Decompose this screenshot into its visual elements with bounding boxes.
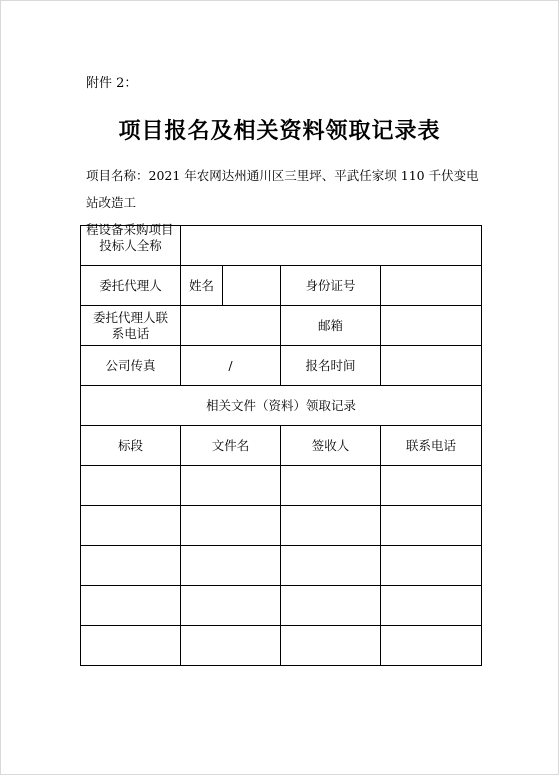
column-header-section: 标段 bbox=[81, 426, 181, 466]
table-cell-recipient[interactable] bbox=[281, 546, 381, 586]
email-field[interactable] bbox=[381, 306, 482, 346]
column-header-recipient: 签收人 bbox=[281, 426, 381, 466]
agent-phone-label-text: 委托代理人联系电话 bbox=[92, 309, 168, 341]
email-label: 邮箱 bbox=[281, 306, 381, 346]
project-name-line-2: 程设备采购项目 bbox=[86, 222, 174, 237]
table-cell-file-name[interactable] bbox=[181, 506, 281, 546]
table-cell-section[interactable] bbox=[81, 586, 181, 626]
registration-time-label: 报名时间 bbox=[281, 346, 381, 386]
section-heading: 相关文件（资料）领取记录 bbox=[81, 386, 482, 426]
column-header-file-name: 文件名 bbox=[181, 426, 281, 466]
table-cell-file-name[interactable] bbox=[181, 586, 281, 626]
agent-phone-row bbox=[81, 306, 482, 346]
id-number-field[interactable] bbox=[381, 266, 482, 306]
table-row bbox=[81, 466, 482, 506]
table-cell-section[interactable] bbox=[81, 506, 181, 546]
table-row bbox=[81, 506, 482, 546]
fax-label: 公司传真 bbox=[81, 346, 181, 386]
table-cell-file-name[interactable] bbox=[181, 626, 281, 666]
table-cell-recipient[interactable] bbox=[281, 506, 381, 546]
attachment-label: 附件 2： bbox=[86, 76, 138, 91]
fax-field[interactable]: / bbox=[181, 346, 281, 386]
table-cell-recipient[interactable] bbox=[281, 626, 381, 666]
project-name-line-1: 项目名称：2021 年农网达州通川区三里坪、平武任家坝 110 千伏变电站改造工 bbox=[86, 168, 479, 210]
table-cell-contact-phone[interactable] bbox=[381, 546, 482, 586]
id-number-label: 身份证号 bbox=[281, 266, 381, 306]
agent-label: 委托代理人 bbox=[81, 266, 181, 306]
agent-phone-field[interactable] bbox=[181, 306, 281, 346]
agent-row bbox=[81, 266, 482, 306]
bidder-row bbox=[81, 226, 482, 266]
table-cell-file-name[interactable] bbox=[181, 546, 281, 586]
table-cell-contact-phone[interactable] bbox=[381, 466, 482, 506]
table-cell-section[interactable] bbox=[81, 626, 181, 666]
agent-name-field[interactable] bbox=[223, 266, 281, 306]
table-cell-contact-phone[interactable] bbox=[381, 506, 482, 546]
registration-time-field[interactable] bbox=[381, 346, 482, 386]
section-heading-row bbox=[81, 386, 482, 426]
table-cell-contact-phone[interactable] bbox=[381, 586, 482, 626]
column-header-row bbox=[81, 426, 482, 466]
table-cell-section[interactable] bbox=[81, 546, 181, 586]
table-cell-section[interactable] bbox=[81, 466, 181, 506]
table-cell-contact-phone[interactable] bbox=[381, 626, 482, 666]
table-cell-recipient[interactable] bbox=[281, 466, 381, 506]
bidder-full-name-label: 投标人全称 bbox=[81, 226, 181, 266]
table-cell-file-name[interactable] bbox=[181, 466, 281, 506]
table-cell-recipient[interactable] bbox=[281, 586, 381, 626]
table-row bbox=[81, 586, 482, 626]
table-row bbox=[81, 626, 482, 666]
agent-name-label: 姓名 bbox=[181, 266, 223, 306]
document-title: 项目报名及相关资料领取记录表 bbox=[118, 118, 441, 144]
bidder-full-name-field[interactable] bbox=[181, 226, 482, 266]
table-row bbox=[81, 546, 482, 586]
fax-row bbox=[81, 346, 482, 386]
column-header-contact-phone: 联系电话 bbox=[381, 426, 482, 466]
registration-record-table bbox=[80, 225, 482, 666]
agent-phone-label bbox=[81, 306, 181, 346]
